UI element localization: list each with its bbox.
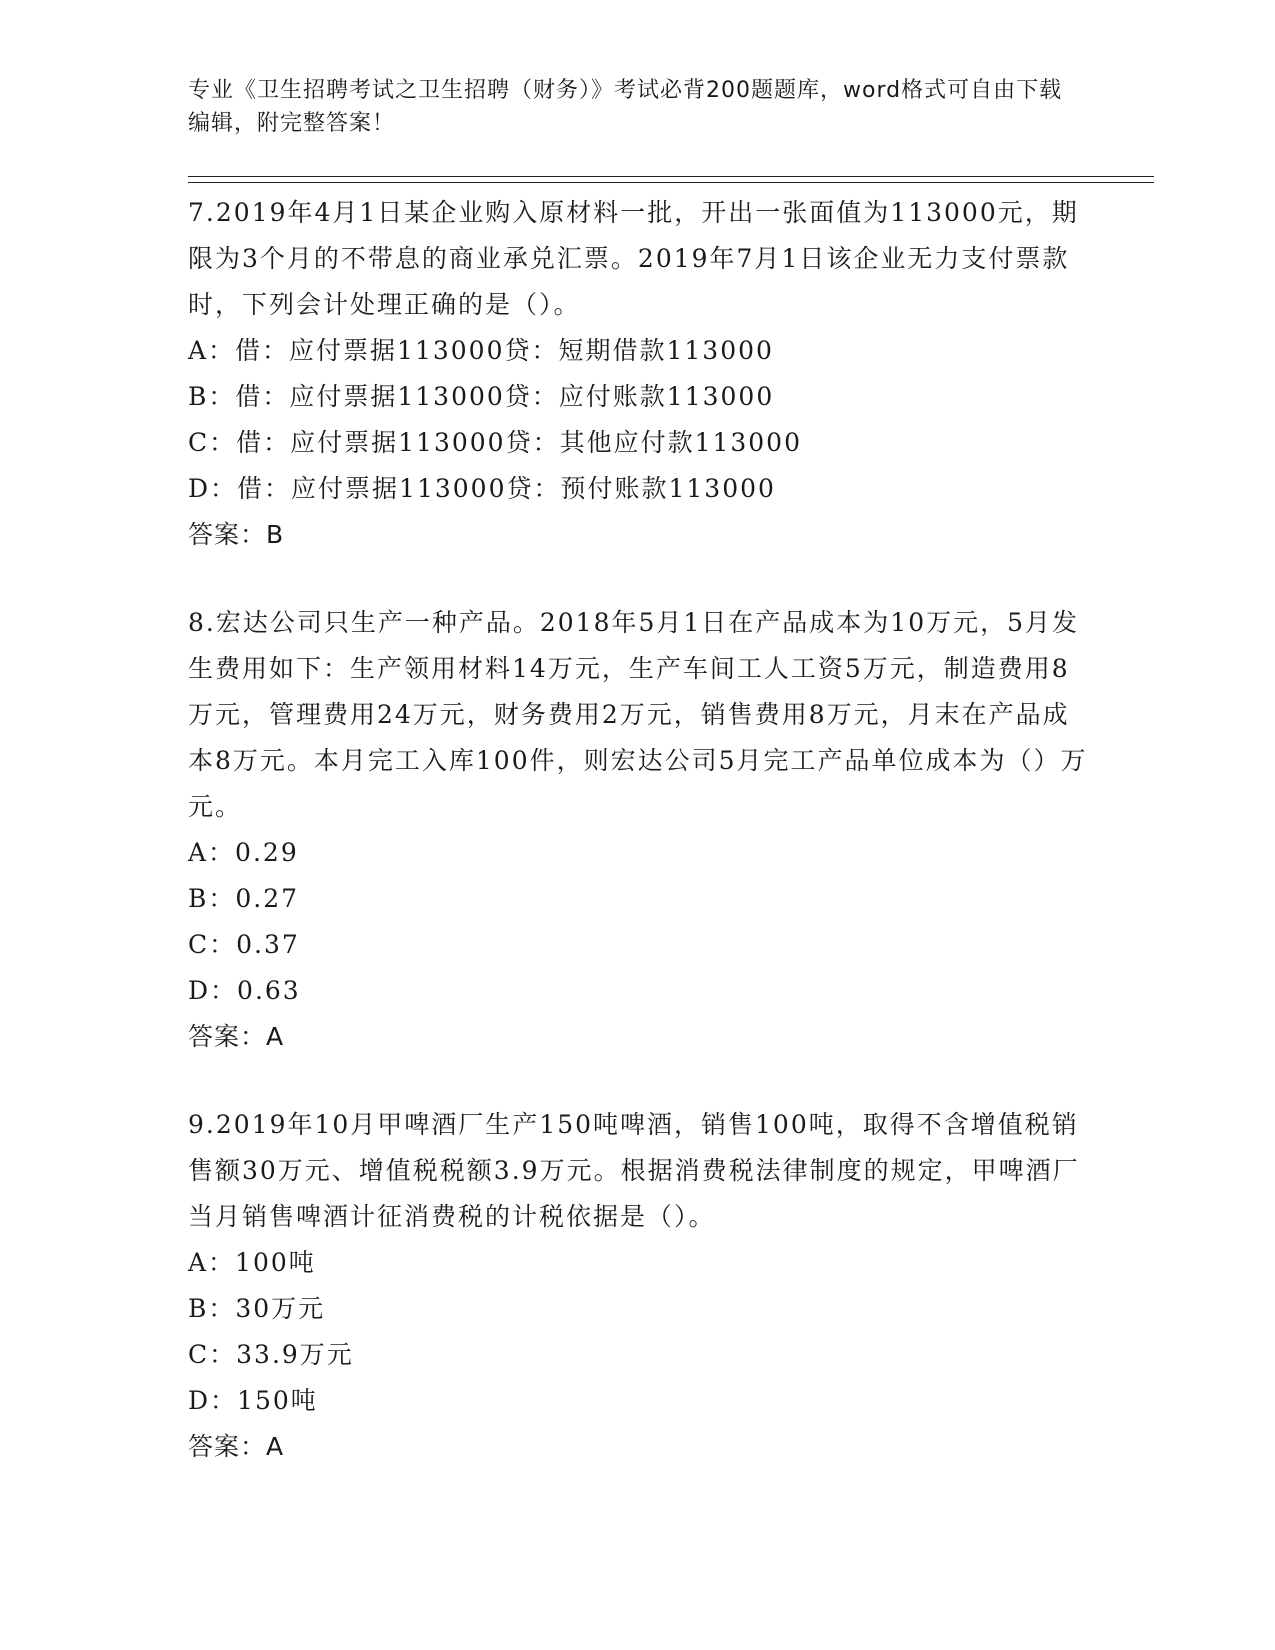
option-b: B：30万元 — [188, 1294, 326, 1323]
document-header: 专业《卫生招聘考试之卫生招聘（财务）》考试必背200题题库，word格式可自由下载编辑，附完整答案！ — [188, 78, 1063, 136]
option-b: B：借：应付票据113000贷：应付账款113000 — [188, 382, 775, 411]
question-stem: 8.宏达公司只生产一种产品。2018年5月1日在产品成本为10万元，5月发生费用如下：生产领用材料14万元，生产车间工人工资5万元，制造费用8万元，管理费用24万元，财务费用2万元，销售费用8万元，月末在产品成本8万元。本月完工入库100件，则宏达公司5月完工产品单位成本为（）万元。 — [188, 608, 1088, 821]
option-c: C：0.37 — [188, 930, 300, 959]
option-d: D：借：应付票据113000贷：预付账款113000 — [188, 474, 776, 503]
answer: 答案：A — [188, 1022, 285, 1051]
option-d: D：150吨 — [188, 1386, 318, 1415]
question-9 — [188, 1102, 1088, 1470]
header-divider-bottom — [188, 182, 1154, 183]
option-a: A：100吨 — [188, 1248, 316, 1277]
option-b: B：0.27 — [188, 884, 300, 913]
option-a: A：借：应付票据113000贷：短期借款113000 — [188, 336, 774, 365]
option-c: C：借：应付票据113000贷：其他应付款113000 — [188, 428, 802, 457]
question-8 — [188, 600, 1088, 1060]
header-divider-top — [188, 176, 1154, 177]
question-7 — [188, 190, 1088, 558]
option-c: C：33.9万元 — [188, 1340, 354, 1369]
answer: 答案：A — [188, 1432, 285, 1461]
answer: 答案：B — [188, 520, 285, 549]
option-d: D：0.63 — [188, 976, 301, 1005]
option-a: A：0.29 — [188, 838, 299, 867]
question-stem: 7.2019年4月1日某企业购入原材料一批，开出一张面值为113000元，期限为3个月的不带息的商业承兑汇票。2019年7月1日该企业无力支付票款时，下列会计处理正确的是（）。 — [188, 198, 1079, 319]
question-stem: 9.2019年10月甲啤酒厂生产150吨啤酒，销售100吨，取得不含增值税销售额30万元、增值税税额3.9万元。根据消费税法律制度的规定，甲啤酒厂当月销售啤酒计征消费税的计税依据是（）。 — [188, 1110, 1080, 1231]
